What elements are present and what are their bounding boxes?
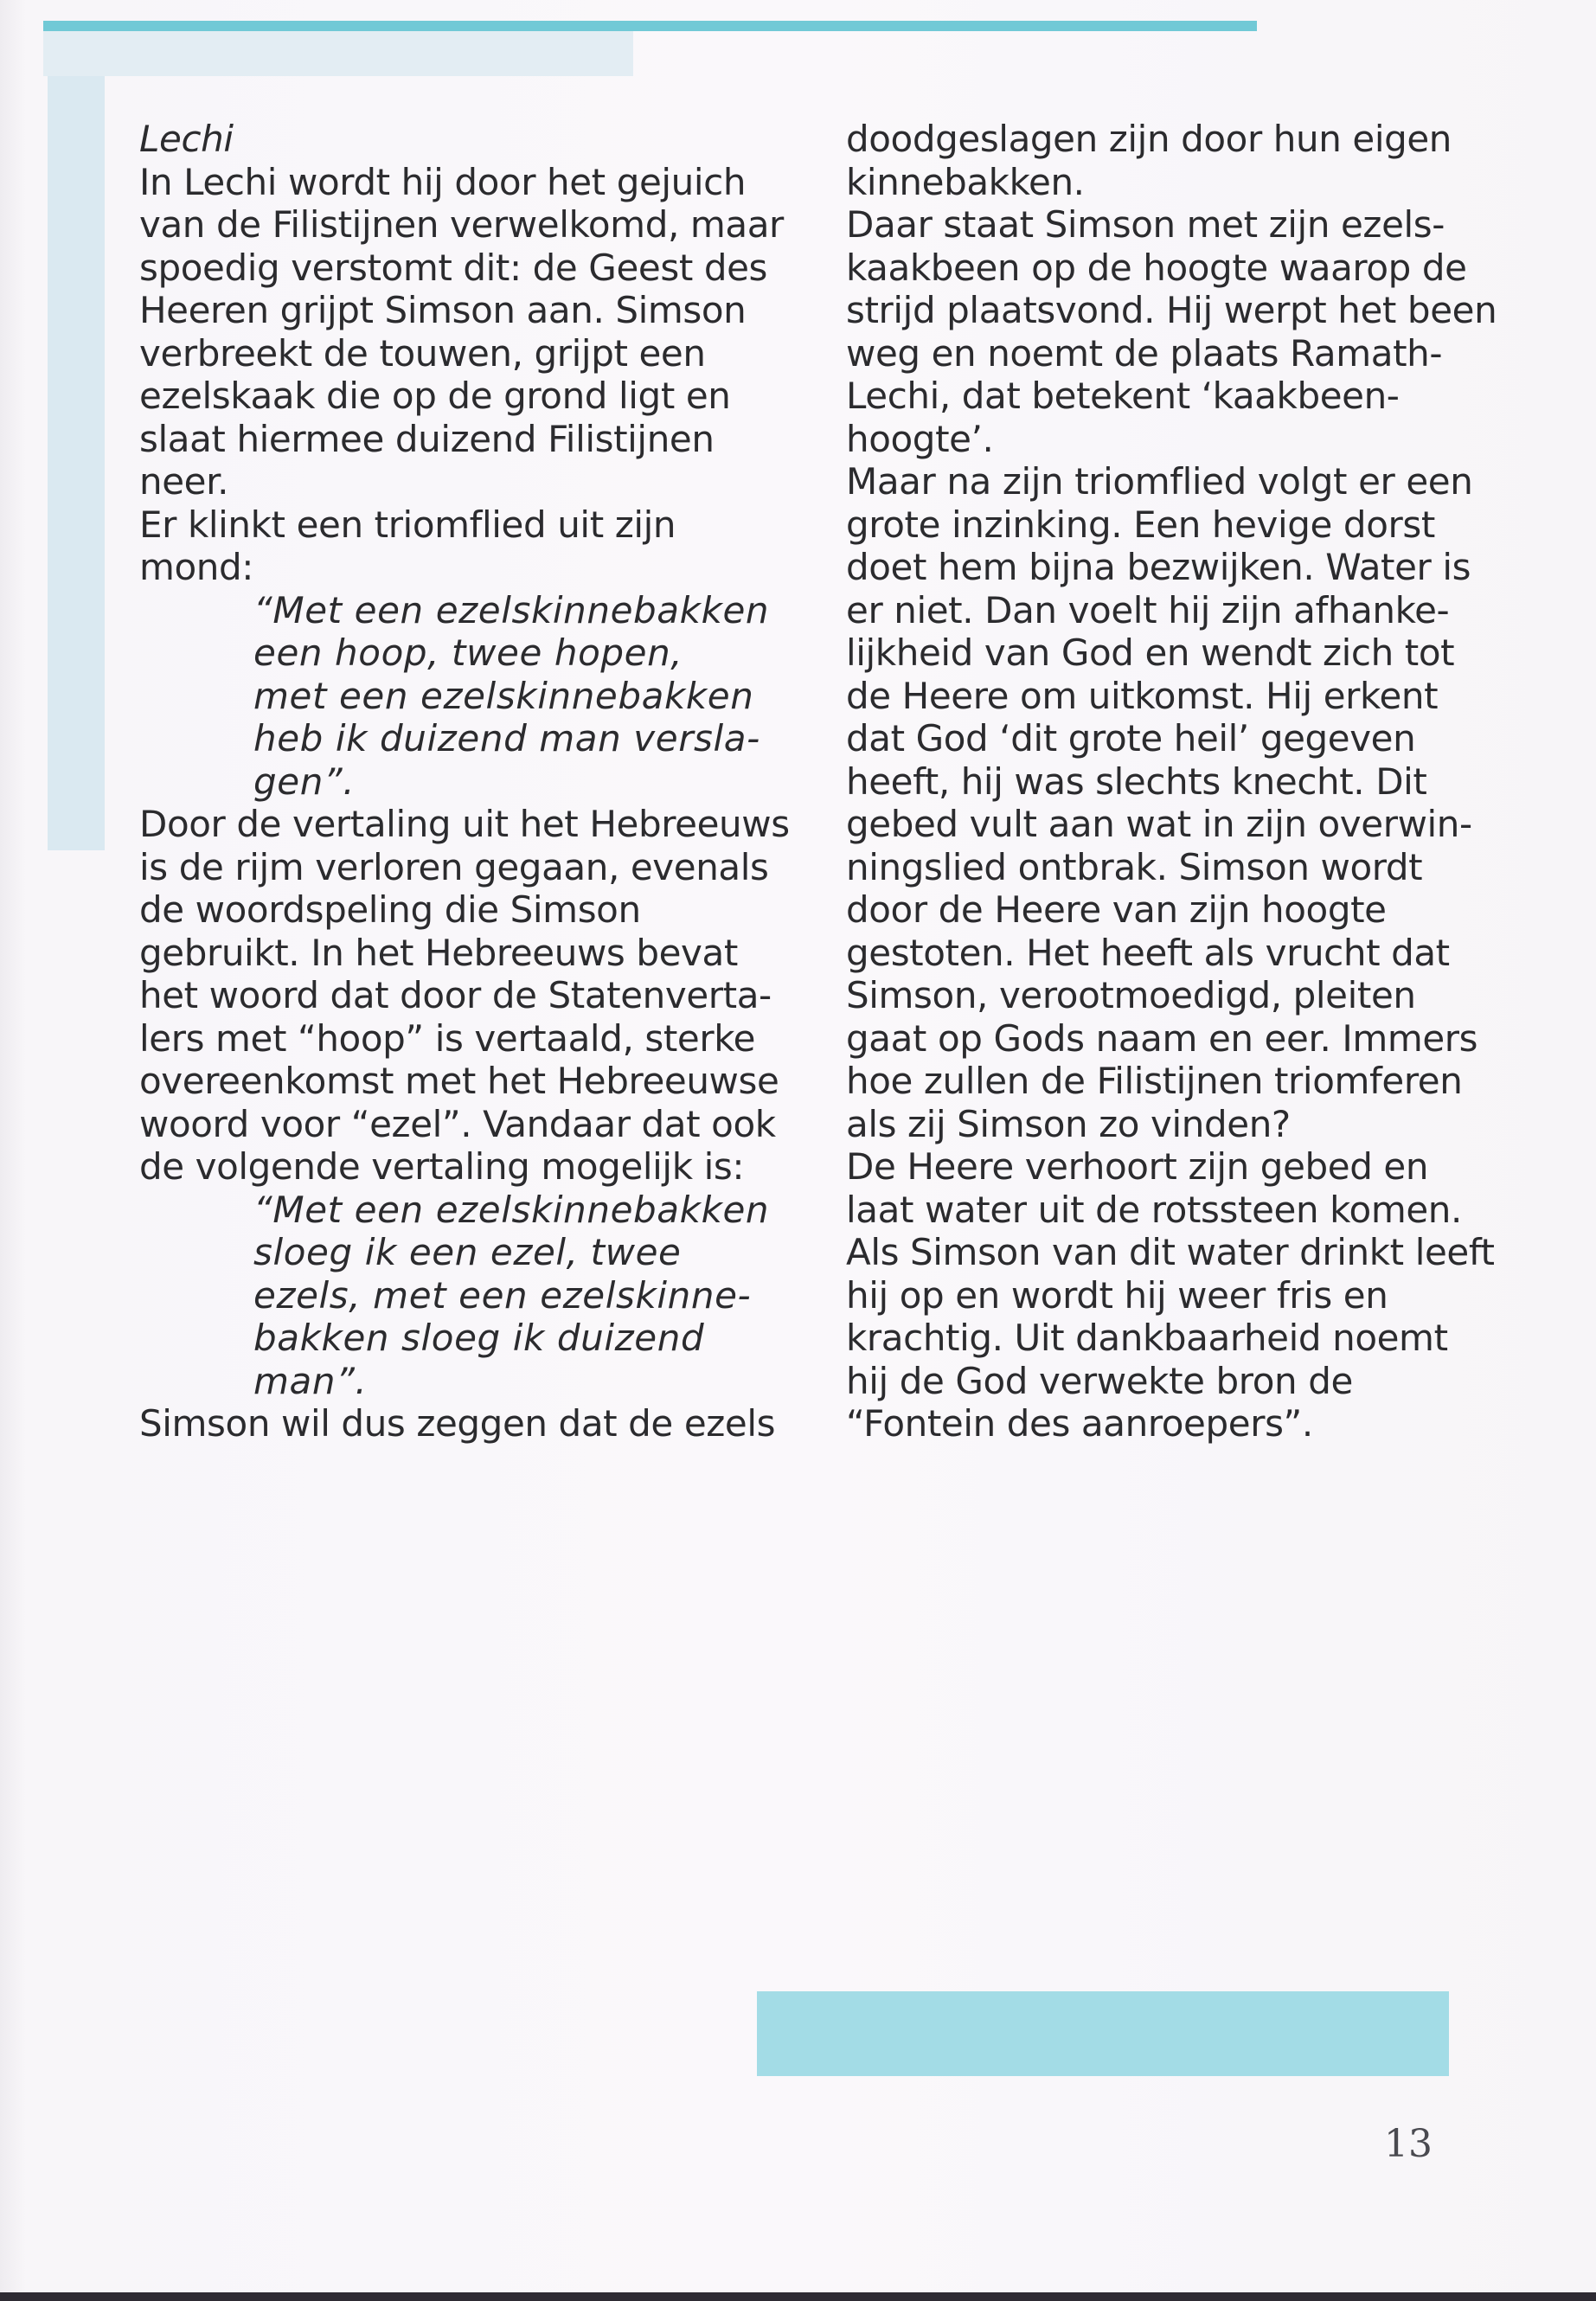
- text-line: gestoten. Het heeft als vrucht dat: [846, 931, 1450, 974]
- left-paragraph-2: [139, 503, 762, 589]
- verse-line: “Met een ezelskinnebakken: [253, 1188, 770, 1231]
- text-line: heeft, hij was slechts knecht. Dit: [846, 760, 1427, 803]
- text-line: krachtig. Uit dankbaarheid noemt: [846, 1317, 1448, 1359]
- text-line: is de rijm verloren gegaan, evenals: [139, 845, 769, 888]
- text-line: Er klinkt een triomflied uit zijn: [139, 503, 676, 546]
- left-paragraph-1: [139, 160, 784, 503]
- text-line: van de Filistijnen verwelkomd, maar: [139, 203, 784, 246]
- text-line: doodgeslagen zijn door hun eigen: [846, 118, 1452, 160]
- right-paragraph-3: [846, 460, 1478, 1145]
- text-line: lers met “hoop” is vertaald, sterke: [139, 1016, 756, 1060]
- left-paragraph-4: [139, 1402, 776, 1445]
- verse-line: “Met een ezelskinnebakken: [253, 588, 770, 631]
- verse-quote-2: [139, 1188, 770, 1403]
- text-line: Door de vertaling uit het Hebreeuws: [139, 803, 790, 845]
- text-line: Lechi, dat betekent ‘kaakbeen-: [846, 375, 1400, 417]
- text-line: woord voor “ezel”. Vandaar dat ook: [139, 1102, 776, 1145]
- text-line: de Heere om uitkomst. Hij erkent: [846, 674, 1439, 717]
- text-line: In Lechi wordt hij door het gejuich: [139, 160, 747, 203]
- text-line: gebruikt. In het Hebreeuws bevat: [139, 931, 738, 974]
- left-paragraph-3: [139, 803, 790, 1189]
- frame-side-band: [48, 76, 105, 850]
- text-line: Daar staat Simson met zijn ezels-: [846, 203, 1445, 246]
- text-line: weg en noemt de plaats Ramath-: [846, 331, 1443, 375]
- text-line: hij op en wordt hij weer fris en: [846, 1273, 1388, 1317]
- text-line: gebed vult aan wat in zijn overwin-: [846, 803, 1472, 845]
- right-paragraph-1: [846, 118, 1469, 203]
- text-line: hij de God verwekte bron de: [846, 1359, 1353, 1402]
- text-line: doet hem bijna bezwijken. Water is: [846, 546, 1471, 588]
- verse-line: ezels, met een ezelskinne-: [253, 1273, 752, 1317]
- text-line: de volgende vertaling mogelijk is:: [139, 1145, 745, 1188]
- page-bottom-edge: [0, 2292, 1596, 2301]
- text-line: Simson wil dus zeggen dat de ezels: [139, 1402, 776, 1445]
- text-line: hoe zullen de Filistijnen triomferen: [846, 1060, 1463, 1102]
- text-line: ezelskaak die op de grond ligt en: [139, 375, 731, 417]
- text-line: Heeren grijpt Simson aan. Simson: [139, 289, 747, 331]
- left-column: [139, 118, 790, 1445]
- decorative-accent-bar: [757, 1991, 1449, 2076]
- text-line: neer.: [139, 460, 229, 503]
- text-line: kaakbeen op de hoogte waarop de: [846, 246, 1467, 289]
- right-paragraph-2: [846, 203, 1497, 460]
- text-line: gaat op Gods naam en eer. Immers: [846, 1016, 1478, 1060]
- text-line: Simson, verootmoedigd, pleiten: [846, 974, 1416, 1016]
- text-line: ningslied ontbrak. Simson wordt: [846, 845, 1423, 888]
- verse-line: bakken sloeg ik duizend: [253, 1317, 705, 1359]
- text-line: kinnebakken.: [846, 160, 1085, 203]
- text-line: dat God ‘dit grote heil’ gegeven: [846, 717, 1416, 760]
- verse-quote-1: [139, 588, 770, 804]
- verse-line: gen”.: [253, 760, 356, 803]
- text-line: laat water uit de rotssteen komen.: [846, 1188, 1462, 1231]
- text-line: lijkheid van God en wendt zich tot: [846, 631, 1455, 674]
- text-line: het woord dat door de Statenverta-: [139, 974, 772, 1016]
- frame-top-band: [43, 31, 633, 76]
- top-accent-rule: [43, 21, 1257, 31]
- verse-line: heb ik duizend man versla-: [253, 717, 760, 760]
- verse-line: sloeg ik een ezel, twee: [253, 1231, 682, 1273]
- text-line: mond:: [139, 546, 254, 588]
- text-line: er niet. Dan voelt hij zijn afhanke-: [846, 588, 1450, 631]
- verse-line: man”.: [253, 1359, 368, 1402]
- text-line: “Fontein des aanroepers”.: [846, 1402, 1313, 1445]
- text-line: Maar na zijn triomflied volgt er een: [846, 460, 1473, 503]
- text-line: grote inzinking. Een hevige dorst: [846, 503, 1435, 546]
- page-number: 13: [1384, 2122, 1433, 2166]
- right-column: [846, 118, 1497, 1445]
- text-line: verbreekt de touwen, grijpt een: [139, 331, 706, 375]
- text-line: als zij Simson zo vinden?: [846, 1102, 1291, 1145]
- right-paragraph-4: [846, 1145, 1495, 1445]
- text-line: spoedig verstomt dit: de Geest des: [139, 246, 768, 289]
- text-line: strijd plaatsvond. Hij werpt het been: [846, 289, 1497, 331]
- verse-line: een hoop, twee hopen,: [253, 631, 683, 674]
- text-line: overeenkomst met het Hebreeuwse: [139, 1060, 779, 1102]
- text-line: De Heere verhoort zijn gebed en: [846, 1145, 1429, 1188]
- text-line: hoogte’.: [846, 417, 994, 460]
- text-line: door de Heere van zijn hoogte: [846, 888, 1387, 931]
- text-line: Als Simson van dit water drinkt leeft: [846, 1231, 1495, 1273]
- text-line: de woordspeling die Simson: [139, 888, 641, 931]
- verse-line: met een ezelskinnebakken: [253, 674, 754, 717]
- text-line: slaat hiermee duizend Filistijnen: [139, 417, 715, 460]
- section-subheading: Lechi: [139, 118, 234, 160]
